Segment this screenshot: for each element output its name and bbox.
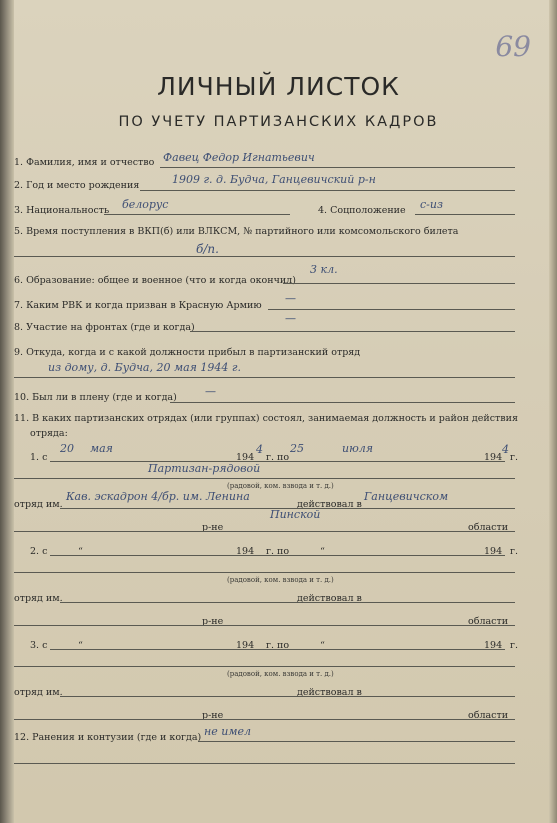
period-2-acted-label: действовал в [297,593,362,604]
period-3-position-line [14,666,515,667]
field-3-label: 3. Национальность [14,205,110,216]
field-3-line [104,214,290,215]
field-4-value: с-из [420,198,443,211]
field-4-label: 4. Соцположение [318,205,406,216]
field-7-line [268,309,515,310]
period-3-district-label: р-не [202,710,224,721]
period-3-quote-2: “ [320,640,325,651]
field-10-line [170,402,515,403]
document-title: ЛИЧНЫЙ ЛИСТОК [157,72,400,101]
period-1-to-month: июля [342,442,374,455]
field-2-line [140,190,515,191]
field-5-line [14,256,515,257]
period-3-to-year: 194 [484,640,503,651]
field-2-value: 1909 г. д. Будча, Ганцевичский р-н [172,173,376,186]
period-1-position: Партизан-рядовой [148,462,261,475]
period-1-position-hint: (радовой, ком. взвода и т. д.) [227,482,334,490]
field-3-value: белорус [122,198,169,211]
field-6-value: 3 кл. [310,263,338,276]
field-12-line [198,741,515,742]
field-12-value: не имел [204,725,251,738]
period-1-year-suffix: г. [510,452,518,463]
period-1-to-year-digit: 4 [502,443,509,456]
period-1-district: Ганцевичском [364,490,449,503]
period-1-district-line [14,531,515,532]
field-6-line [283,283,515,284]
period-1-district-label: р-не [202,522,224,533]
period-1-oblast-label: области [468,522,509,533]
period-1-from-year: 194 [236,452,255,463]
period-3-position-hint: (радовой, ком. взвода и т. д.) [227,670,334,678]
period-2-detachment-label: отряд им. [14,593,63,604]
field-12-label: 12. Ранения и контузии (где и когда) [14,732,202,743]
document-subtitle: ПО УЧЕТУ ПАРТИЗАНСКИХ КАДРОВ [118,114,439,130]
period-3-detachment-label: отряд им. [14,687,63,698]
period-2-detachment-line [60,602,515,603]
period-1-position-line [14,478,515,479]
field-1-value: Фавец Федор Игнатьевич [163,151,315,164]
field-7-label: 7. Каким РВК и когда призван в Красную Армию [14,300,262,311]
field-9-value: из дому, д. Будча, 20 мая 1944 г. [48,361,241,374]
period-2-date-line [50,555,505,556]
field-4-line [415,214,515,215]
period-3-quote: “ [78,640,83,651]
period-3-from-year: 194 [236,640,255,651]
field-1-line [160,167,515,168]
field-7-value: — [285,292,296,305]
period-2-quote-2: “ [320,546,325,557]
period-2-from-label: 2. с [30,546,48,557]
period-1-from-label: 1. с [30,452,48,463]
period-2-district-line [14,625,515,626]
period-2-position-line [14,572,515,573]
period-3-district-line [14,719,515,720]
period-3-year-suffix: г. [510,640,518,651]
field-9-line [14,377,515,378]
field-9-label: 9. Откуда, когда и с какой должности прибыл в партизанский отряд [14,347,361,358]
period-1-to-label: г. по [266,452,290,463]
field-11-label: 11. В каких партизанских отрядах (или группах) состоял, занимаемая должность и район действия [14,413,518,424]
period-1-to-day: 25 [290,442,304,455]
field-5-value: б/п. [196,242,219,256]
period-1-acted-label: действовал в [297,499,362,510]
field-2-label: 2. Год и место рождения [14,180,140,191]
period-1-date-line [50,461,505,462]
period-2-to-year: 194 [484,546,503,557]
period-2-position-hint: (радовой, ком. взвода и т. д.) [227,576,334,584]
period-1-detachment: Кав. эскадрон 4/бр. им. Ленина [66,490,250,503]
period-2-year-suffix: г. [510,546,518,557]
period-3-to-label: г. по [266,640,290,651]
period-2-oblast-label: области [468,616,509,627]
field-6-label: 6. Образование: общее и военное (что и когда окончил) [14,275,296,286]
period-3-acted-label: действовал в [297,687,362,698]
period-2-quote: “ [78,546,83,557]
field-5-label: 5. Время поступления в ВКП(б) или ВЛКСМ, № партийного или комсомольского билета [14,226,459,237]
period-2-from-year: 194 [236,546,255,557]
field-8-label: 8. Участие на фронтах (где и когда) [14,322,195,333]
field-8-line [190,331,515,332]
period-1-to-year: 194 [484,452,503,463]
field-8-value: — [285,312,296,325]
field-1-label: 1. Фамилия, имя и отчество [14,157,155,168]
period-1-from-month: мая [90,442,113,455]
period-2-to-label: г. по [266,546,290,557]
period-1-oblast: Пинской [270,508,321,521]
period-3-from-label: 3. с [30,640,48,651]
field-11-label-2: отряда: [30,428,68,439]
page-number: 69 [495,30,531,63]
period-2-district-label: р-не [202,616,224,627]
field-10-value: — [205,385,216,398]
period-1-from-year-digit: 4 [256,443,263,456]
field-10-label: 10. Был ли в плену (где и когда) [14,392,177,403]
field-12-line-2 [14,763,515,764]
period-3-date-line [50,649,505,650]
period-3-detachment-line [60,696,515,697]
period-1-from-day: 20 [60,442,74,455]
period-3-oblast-label: области [468,710,509,721]
period-1-detachment-label: отряд им. [14,499,63,510]
